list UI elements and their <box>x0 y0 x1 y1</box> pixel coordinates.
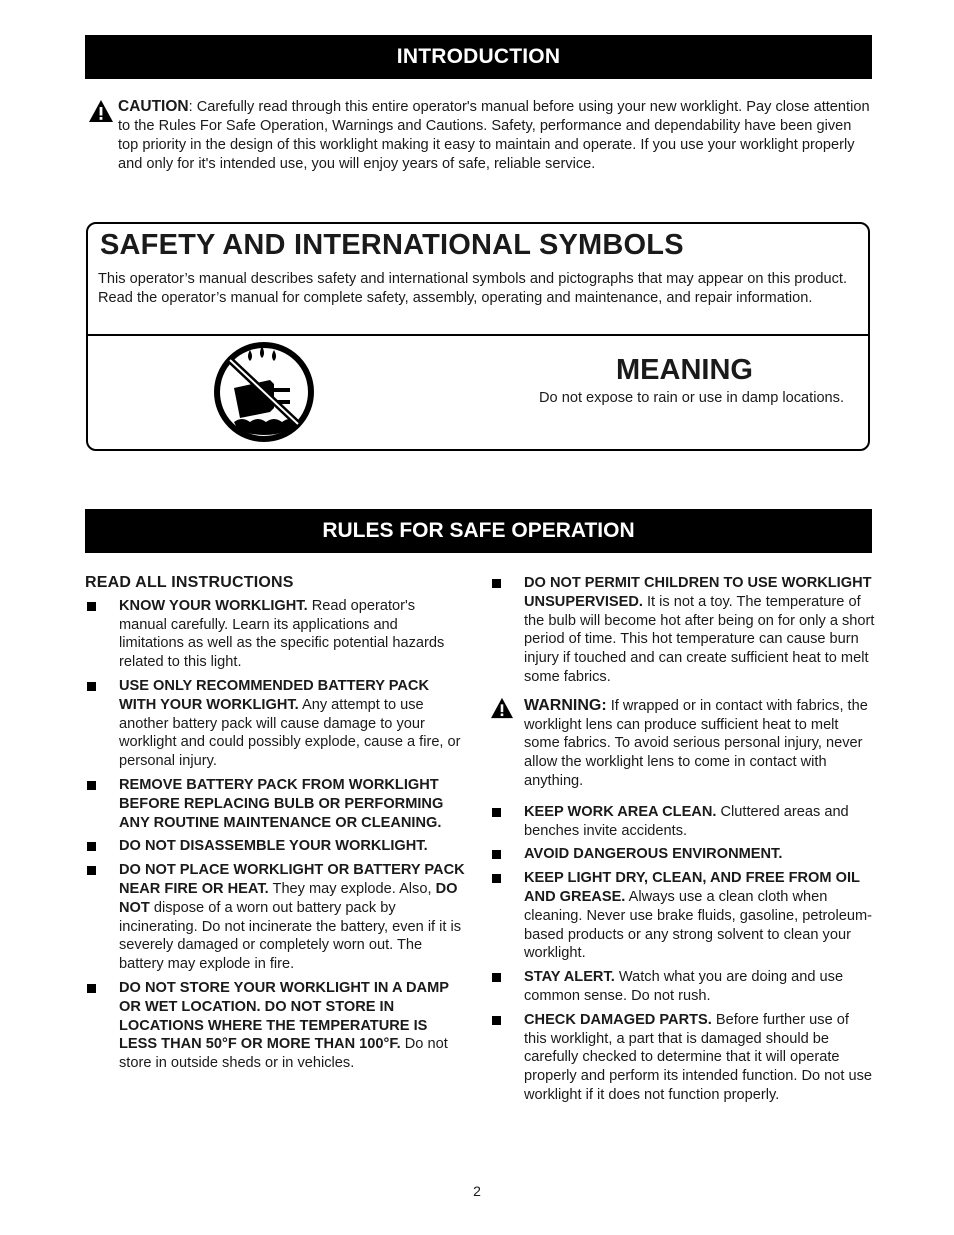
rule-title: KNOW YOUR WORKLIGHT. <box>119 597 308 614</box>
bullet <box>87 866 96 875</box>
bullet <box>87 602 96 611</box>
rule-item <box>490 968 875 1006</box>
caution-text: : Carefully read through this entire operator's manual before using your new worklight. Pay close attention to the Rules For Safe Operation, Warnings and Cautions. Safety, performance and dependability have been given top priority in the design of this worklight making it easy to maintain and operate. If you use your worklight properly and only for it's intended use, you will enjoy years of safe, reliable service. <box>118 99 870 172</box>
bullet <box>492 874 501 883</box>
rule-text: Cluttered areas and benches invite accidents. <box>524 803 849 839</box>
rule-title: REMOVE BATTERY PACK FROM WORKLIGHT BEFORE REPLACING BULB OR PERFORMING ANY ROUTINE MAINTENANCE OR CLEANING. <box>119 776 444 831</box>
bullet <box>87 842 96 851</box>
rule-emphasis: DO NOT <box>119 880 458 916</box>
page-number: 2 <box>473 1183 481 1199</box>
bullet <box>87 984 96 993</box>
rule-text: They may explode. Also, <box>268 880 436 897</box>
rule-title: DO NOT PLACE WORKLIGHT OR BATTERY PACK NEAR FIRE OR HEAT. <box>119 862 465 897</box>
rule-item <box>490 1011 875 1105</box>
rule-title: CHECK DAMAGED PARTS. <box>524 1011 712 1028</box>
bullet <box>492 808 501 817</box>
rule-title: USE ONLY RECOMMENDED BATTERY PACK WITH YOUR WORKLIGHT. <box>119 677 430 713</box>
bullet <box>492 973 501 982</box>
rule-item <box>85 861 465 974</box>
warning-triangle-icon <box>88 99 114 123</box>
meaning-heading: MEANING <box>616 354 753 386</box>
bullet <box>87 781 96 790</box>
rule-text: dispose of a worn out battery pack by incinerating. Do not incinerate the battery, even if it is severely damaged or completely worn out. The battery may explode in fire. <box>119 899 462 973</box>
rule-item <box>85 776 465 832</box>
rule-text: Read operator's manual carefully. Learn its applications and limitations as well as the specific potential hazards related to this light. <box>119 597 445 671</box>
rule-text: Any attempt to use another battery pack will cause damage to your worklight and could possibly explode, cause a fire, or personal injury. <box>119 696 461 770</box>
warning-paragraph <box>490 697 875 791</box>
safety-symbols-box <box>86 222 870 451</box>
caution-paragraph <box>84 97 874 174</box>
rule-item <box>490 845 875 864</box>
rule-title: DO NOT STORE YOUR WORKLIGHT IN A DAMP OR WET LOCATION. DO NOT STORE IN LOCATIONS WHERE THE TEMPERATURE IS LESS THAN 50°F OR MORE THAN 100°F. <box>119 979 449 1053</box>
rule-title: KEEP WORK AREA CLEAN. <box>524 803 717 820</box>
safety-symbols-description: This operator’s manual describes safety and international symbols and pictographs that may appear on this product. Read the operator’s manual for complete safety, assembly, operating and maintenance, and repair information. <box>98 271 848 306</box>
meaning-text: Do not expose to rain or use in damp locations. <box>539 390 845 406</box>
bullet <box>492 579 501 588</box>
rule-item <box>85 677 465 771</box>
rule-title: KEEP LIGHT DRY, CLEAN, AND FREE FROM OIL AND GREASE. <box>524 870 860 905</box>
rule-text: Do not store in outside sheds or in vehicles. <box>119 1036 448 1072</box>
rule-title: AVOID DANGEROUS ENVIRONMENT. <box>524 846 783 863</box>
bullet <box>87 682 96 691</box>
rule-item <box>490 869 875 963</box>
no-rain-damp-location-icon <box>212 340 316 444</box>
rules-right-column <box>490 574 875 1110</box>
safety-symbols-title: SAFETY AND INTERNATIONAL SYMBOLS <box>100 229 684 261</box>
read-all-instructions-heading: READ ALL INSTRUCTIONS <box>85 574 294 591</box>
rules-left-column <box>85 574 465 1078</box>
rule-item <box>85 837 465 856</box>
warning-text: If wrapped or in contact with fabrics, the worklight lens can produce sufficient heat to melt some fabrics. To avoid serious personal injury, never allow the worklight lens to come in contact with anything. <box>524 697 868 789</box>
bullet <box>492 850 501 859</box>
rule-item <box>85 597 465 672</box>
rule-item <box>490 803 875 841</box>
warning-label: WARNING: <box>524 696 607 714</box>
warning-triangle-icon <box>490 697 514 719</box>
rule-text: Before further use of this worklight, a part that is damaged should be carefully checked to determine that it will operate properly and perform its intended function. Do not use worklight if it does not function properly. <box>524 1011 873 1103</box>
rules-header: RULES FOR SAFE OPERATION <box>85 509 872 553</box>
introduction-header: INTRODUCTION <box>85 35 872 79</box>
rule-title: DO NOT PERMIT CHILDREN TO USE WORKLIGHT UNSUPERVISED. <box>524 575 872 610</box>
rule-text: Always use a clean cloth when cleaning. Never use brake fluids, gasoline, petroleum-based products or any strong solvent to clean your worklight. <box>524 888 873 962</box>
bullet <box>492 1016 501 1025</box>
rule-title: STAY ALERT. <box>524 969 615 986</box>
divider <box>88 334 868 336</box>
rule-text: Watch what you are doing and use common sense. Do not rush. <box>524 969 844 1004</box>
rule-item <box>85 979 465 1073</box>
rule-title: DO NOT DISASSEMBLE YOUR WORKLIGHT. <box>119 838 428 855</box>
rule-item <box>490 574 875 687</box>
rule-text: It is not a toy. The temperature of the bulb will become hot after being on for only a short period of time. This hot temperature can cause burn injury if touched and can create sufficient heat to melt some fabrics. <box>524 593 875 685</box>
caution-label: CAUTION <box>118 98 189 115</box>
